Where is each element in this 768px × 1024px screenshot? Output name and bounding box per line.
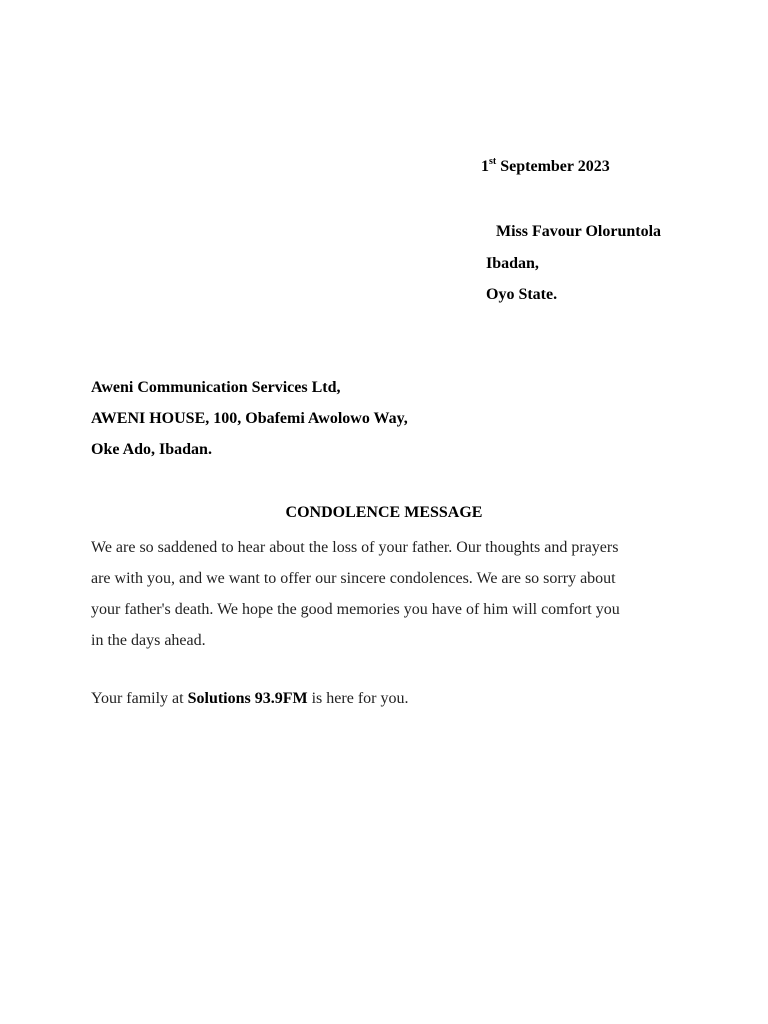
station-name: Solutions 93.9FM (187, 690, 308, 707)
closing-line (91, 689, 408, 709)
body-line: We are so saddened to hear about the loss of your father. Our thoughts and prayers (91, 539, 619, 556)
body-line: in the days ahead. (91, 632, 206, 649)
date-day: 1 (481, 158, 489, 175)
recipient-city: Ibadan, (486, 255, 539, 272)
date-ordinal-suffix: st (489, 156, 497, 167)
message-heading: CONDOLENCE MESSAGE (285, 504, 483, 521)
date-month-year: September 2023 (496, 158, 610, 175)
closing-suffix: is here for you. (307, 690, 409, 707)
sender-address: AWENI HOUSE, 100, Obafemi Awolowo Way, (91, 410, 408, 427)
recipient-name: Miss Favour Oloruntola (496, 223, 662, 240)
message-body (91, 532, 681, 656)
sender-city: Oke Ado, Ibadan. (91, 441, 212, 458)
sender-company: Aweni Communication Services Ltd, (91, 379, 341, 396)
body-line: are with you, and we want to offer our sincere condolences. We are so sorry about (91, 570, 616, 587)
body-line: your father's death. We hope the good memories you have of him will comfort you (91, 601, 620, 618)
letter-date (481, 157, 610, 177)
closing-prefix: Your family at (91, 690, 188, 707)
recipient-state: Oyo State. (486, 286, 558, 303)
